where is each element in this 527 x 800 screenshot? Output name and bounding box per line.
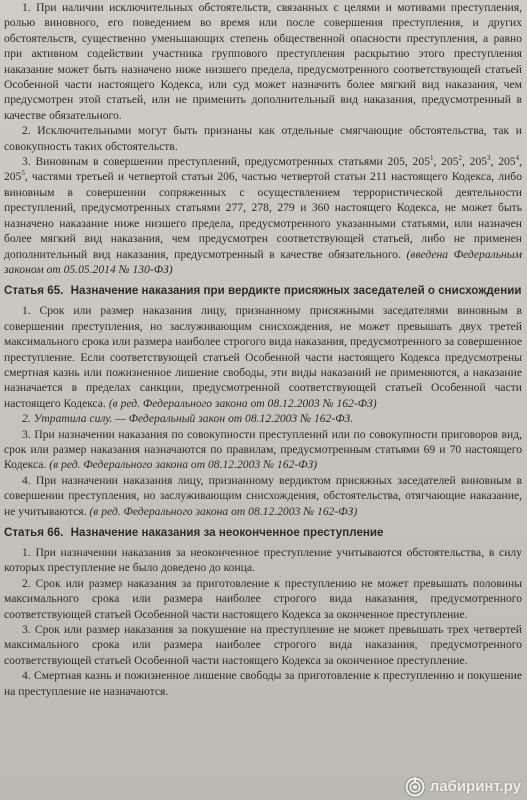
article65-p1-text: 1. Срок или размер наказания лицу, признанному присяжными заседателями виновным в совершении преступления, но заслуживающим снисхождения, не может превышать двух третей максимального срока или размера наиболее строгого вида наказания, предусмотренного за совершенное преступление. Если соответствующей статьей Особенной части настоящего Кодекса предусмотрены смертная казнь или пожизненное лишение свободы, эти виды наказаний не применяются, а наказание назначается в пределах санкции, предусмотренной соответствующей статьей Особенной части настоящего Кодекса. [4, 304, 522, 410]
article66-heading [4, 525, 522, 541]
p3-sup-4: 4 [515, 154, 520, 163]
p3-sup-3: 3 [487, 154, 491, 163]
amendment-note: (введена Федеральным законом от 05.05.2014 № 130-ФЗ) [4, 247, 522, 276]
article65-paragraph-1 [4, 303, 522, 411]
labyrinth-logo-icon [404, 776, 426, 798]
watermark [404, 776, 521, 798]
amendment-note: (в ред. Федерального закона от 08.12.2003 № 162-ФЗ) [108, 396, 377, 410]
article66-paragraph-3: 3. Срок или размер наказания за покушение на преступление не может превышать трех четвертей максимального срока или размера наиболее строгого вида наказания, предусмотренного соответствующей статьей Особенной части настоящего Кодекса за оконченное преступление. [4, 623, 522, 667]
p3-text-b: , 205 [433, 155, 459, 169]
article64-paragraph-1: 1. При наличии исключительных обстоятельств, связанных с целями и мотивами преступления, ролью виновного, его поведением во время или после совершения преступления, и других обстоятельств, существенно уменьшающих степень общественной опасности преступления, а равно при активном содействии участника группового преступления раскрытию этого преступления наказание может быть назначено ниже низшего предела, предусмотренного соответствующей статьей Особенной части настоящего Кодекса, или суд может назначить более мягкий вид наказания, чем предусмотрен этой статьей, или не применить дополнительный вид наказания, предусмотренный в качестве обязательного. [4, 1, 522, 122]
article65-p3-text: 3. При назначении наказания по совокупности преступлений или по совокупности приговоров вид, срок или размер наказания назначаются по правилам, предусмотренным статьями 69 и 70 настоящего Кодекса. [4, 427, 522, 472]
p3-sup-1: 1 [429, 154, 434, 163]
article65-title: Назначение наказания при вердикте присяжных заседателей о снисхождении [70, 284, 522, 298]
article65-heading [4, 283, 522, 299]
p3-text-f: , частями третьей и четвертой статьи 206, частью четвертой статьи 211 настоящего Кодекса, либо виновным в совершении сопряженных с осуществлением террористической деятельности преступлений, предусмотренных статьями 277, 278, 279 и 360 настоящего Кодекса, не может быть назначено наказание ниже низшего предела, предусмотренного указанными статьями, или назначен более мягкий вид наказания, чем предусмотрен соответствующей статьей, либо не применен дополнительный вид наказания, предусмотренный в качестве обязательного. [4, 170, 522, 261]
p3-sup-2: 2 [458, 154, 462, 163]
article65-paragraph-2 [4, 411, 522, 426]
article66-paragraph-4: 4. Смертная казнь и пожизненное лишение свободы за приготовление к преступлению и покушение на преступление не назначаются. [4, 669, 522, 698]
article65-p4-text: 4. При назначении наказания лицу, признанному вердиктом присяжных заседателей виновным в совершении преступления, но заслуживающим снисхождения, обстоятельства, отягчающие наказание, не учитываются. [4, 473, 522, 518]
article66-paragraph-2: 2. Срок или размер наказания за приготовление к преступлению не может превышать половины максимального срока или размера наиболее строгого вида наказания, предусмотренного соответствующей статьей Особенной части настоящего Кодекса за оконченное преступление. [4, 576, 522, 621]
article66-title: Назначение наказания за неоконченное преступление [70, 526, 384, 539]
article65-number: Статья 65. [4, 284, 64, 298]
article65-paragraph-3 [4, 427, 522, 473]
p3-text-d: , 205 [490, 155, 516, 169]
article65-paragraph-4 [4, 473, 522, 519]
article66-paragraph-1: 1. При назначении наказания за неоконченное преступление учитываются обстоятельства, в силу которых преступление не было доведено до конца. [4, 546, 522, 575]
article64-paragraph-2: 2. Исключительными могут быть признаны как отдельные смягчающие обстоятельства, так и совокупность таких обстоятельств. [4, 124, 522, 153]
article66-number: Статья 66. [4, 526, 64, 539]
amendment-note: (в ред. Федерального закона от 08.12.2003 № 162-ФЗ) [49, 458, 318, 472]
article65-p2-text: 2. Утратила силу. — Федеральный закон от 08.12.2003 № 162-ФЗ. [22, 412, 354, 426]
amendment-note: (в ред. Федерального закона от 08.12.2003 № 162-ФЗ) [89, 504, 358, 518]
p3-text-c: , 205 [462, 155, 488, 169]
p3-text-a: 3. Виновным в совершении преступлений, предусмотренных статьями 205, 205 [22, 155, 430, 169]
article64-paragraph-3 [4, 154, 522, 277]
page-content [4, 0, 522, 699]
p3-sup-5: 5 [21, 169, 25, 178]
p3-text-e: , 205 [4, 155, 522, 184]
watermark-text: лабиринт.ру [429, 778, 521, 796]
